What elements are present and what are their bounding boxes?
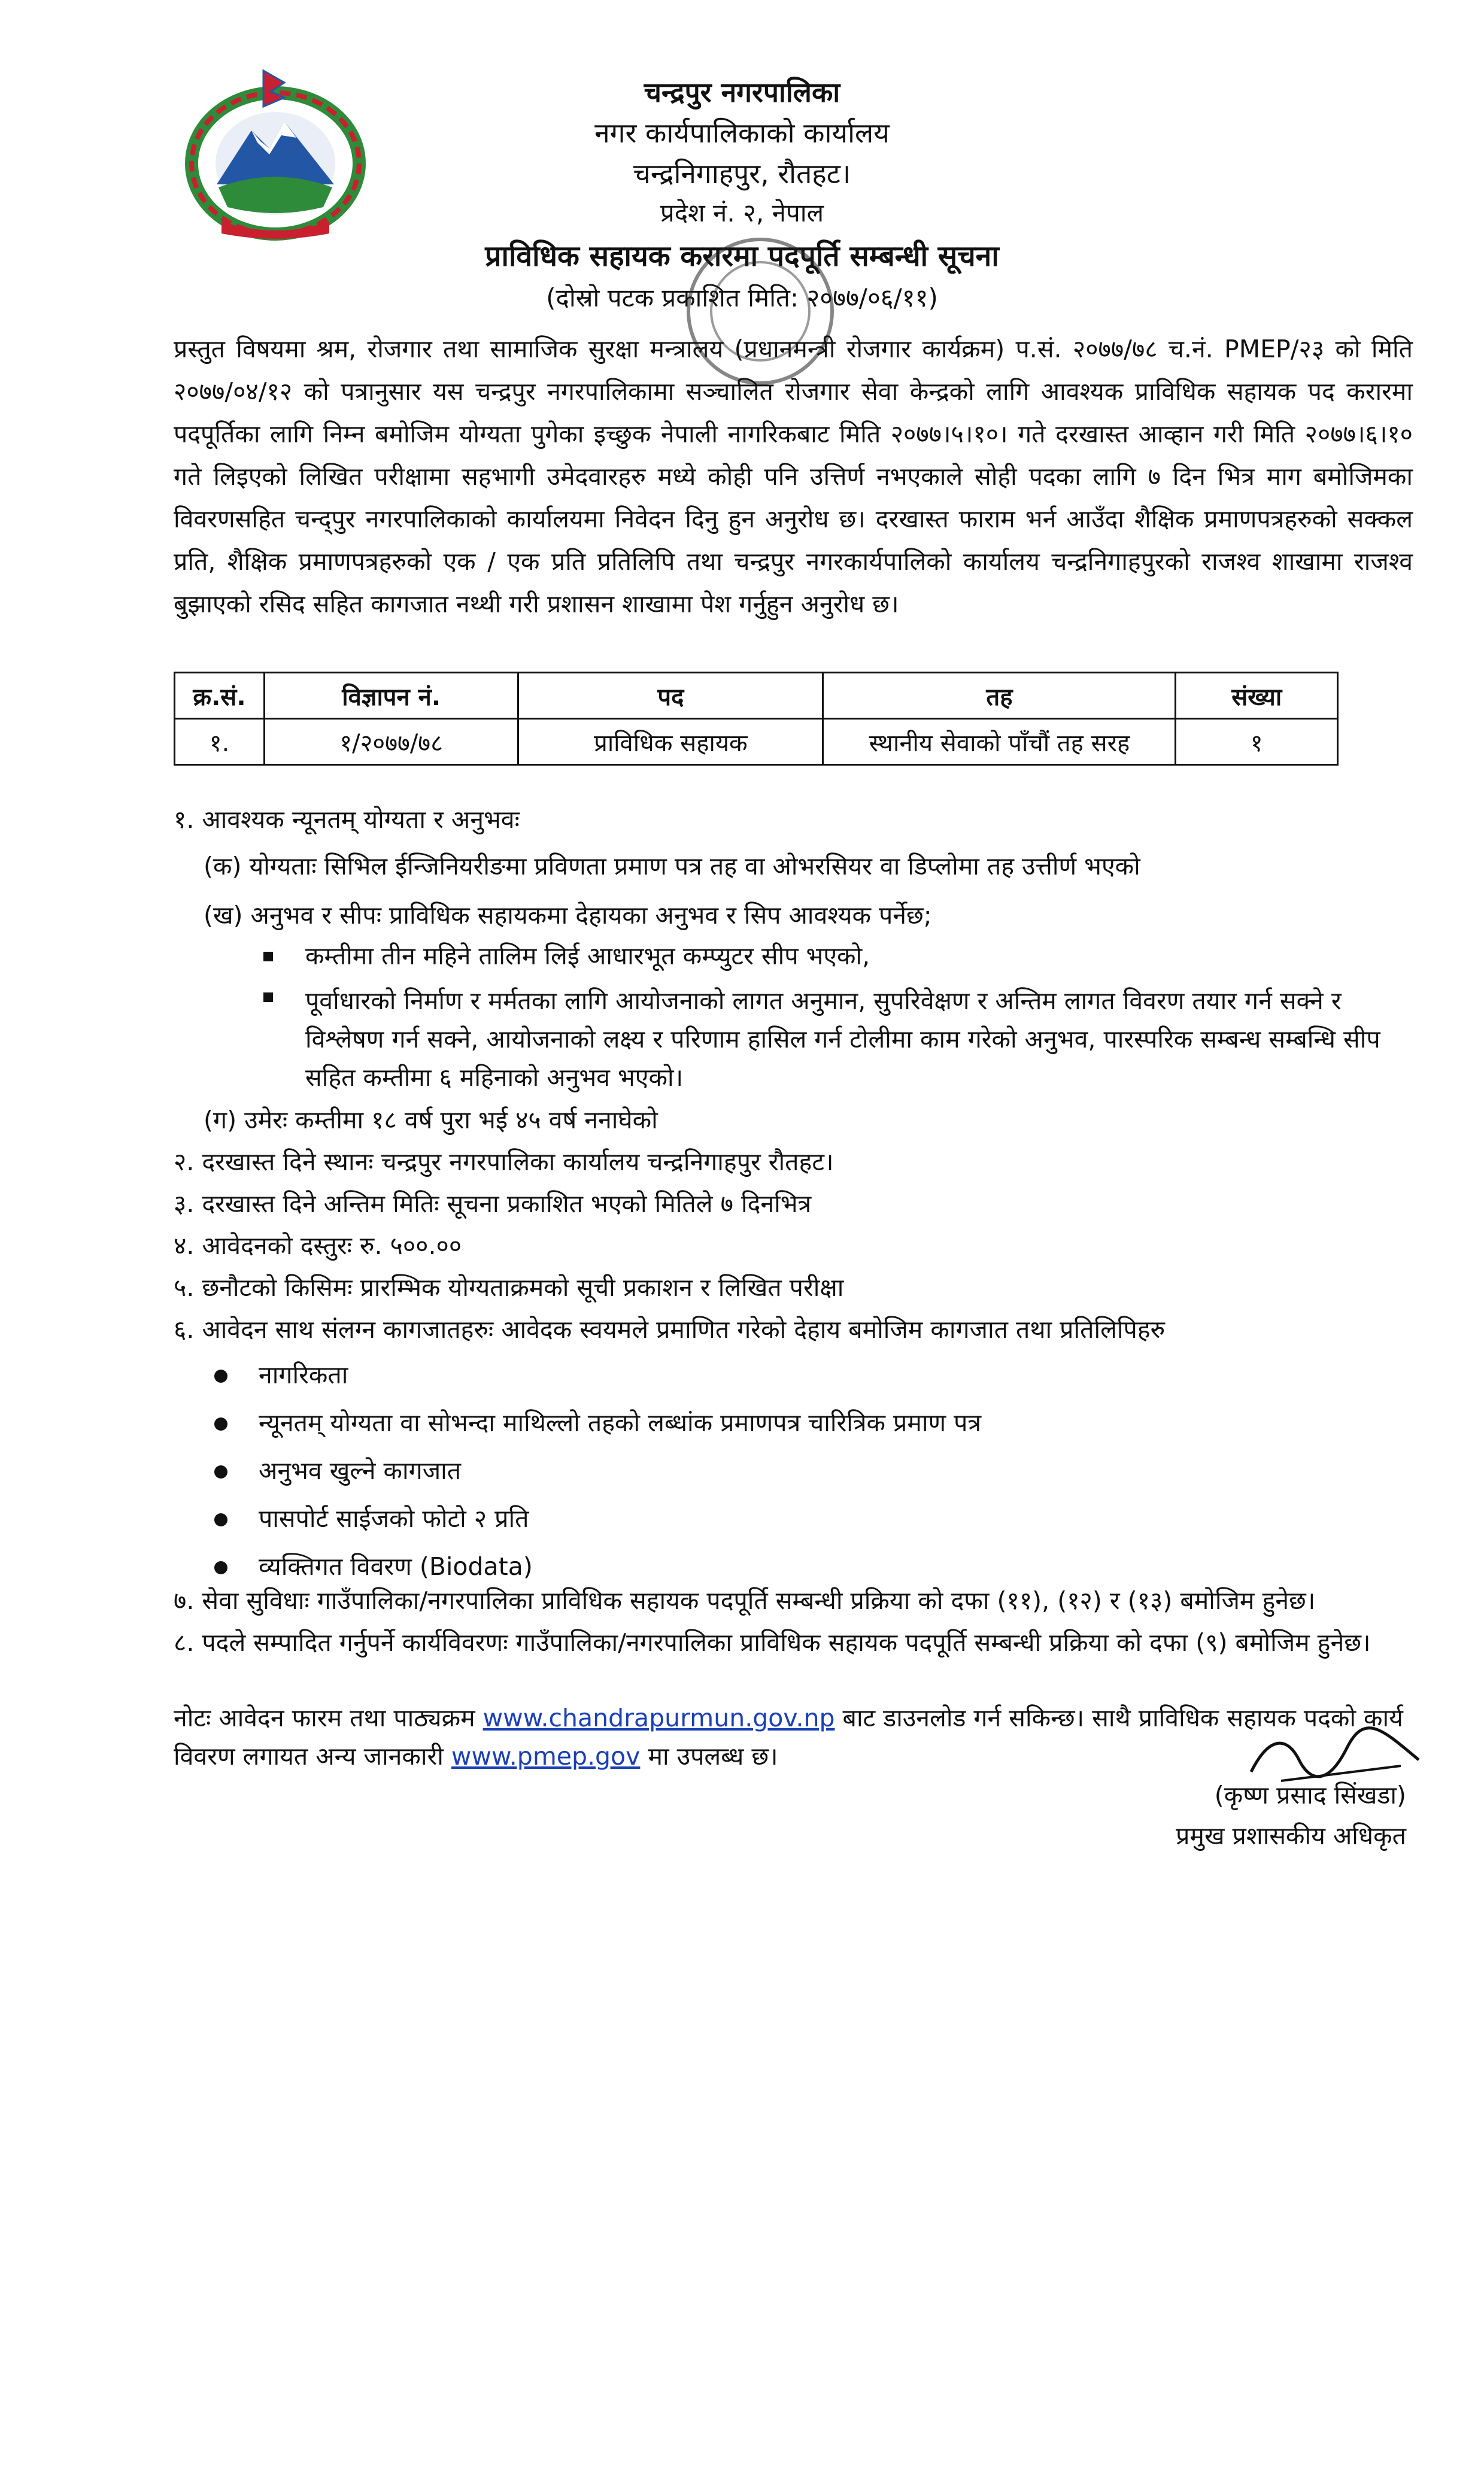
note-suffix: मा उपलब्ध छ। xyxy=(648,1742,778,1771)
point-fee: ४. आवेदनको दस्तुरः रु. ५००.०० xyxy=(174,1231,462,1260)
cell-post: प्राविधिक सहायक xyxy=(518,719,823,765)
point-application-place: २. दरखास्त दिने स्थानः चन्द्रपुर नगरपालिका कार्यालय चन्द्रनिगाहपुर रौतहट। xyxy=(174,1148,834,1176)
table-header-row xyxy=(175,673,1338,719)
municipality-name: चन्द्रपुर नगरपालिका xyxy=(644,76,840,108)
skill-item: कम्तीमा तीन महिने तालिम लिई आधारभूत कम्प्युटर सीप भएको, xyxy=(305,942,870,970)
document-item: न्यूनतम् योग्यता वा सोभन्दा माथिल्लो तहको लब्धांक प्रमाणपत्र चारित्रिक प्रमाण पत्र xyxy=(259,1408,982,1437)
document-item: अनुभव खुल्ने कागजात xyxy=(259,1456,462,1485)
point-job-description: ८. पदले सम्पादित गर्नुपर्ने कार्यविवरणः गाउँपालिका/नगरपालिका प्राविधिक सहायक पदपूर्ति सम्बन्धी प्रक्रिया को दफा (९) बमोजिम हुनेछ। xyxy=(174,1628,1371,1657)
municipality-website-link[interactable]: www.chandrapurmun.gov.np xyxy=(482,1704,835,1732)
province-line: प्रदेश नं. २, नेपाल xyxy=(660,198,824,227)
signatory-name: (कृष्ण प्रसाद सिंखडा) xyxy=(1214,1781,1406,1810)
cell-advert-no: १/२०७७/७८ xyxy=(264,719,518,765)
round-bullet-icon xyxy=(214,1561,227,1574)
cell-serial: १. xyxy=(175,719,265,765)
notice-intro-paragraph: प्रस्तुत विषयमा श्रम, रोजगार तथा सामाजिक सुरक्षा मन्त्रालय (प्रधानमन्त्री रोजगार कार्यक्रम) प.सं. २०७७/७८ च.नं. PMEP/२३ को मिति २०७७/०४/१२ को पत्रानुसार यस चन्द्रपुर नगरपालिकामा सञ्चालित रोजगार सेवा केन्द्रको लागि आवश्यक प्राविधिक सहायक पद करारमा पदपूर्तिका लागि निम्न बमोजिम योग्यता पुगेका इच्छुक नेपाली नागरिकबाट मिति २०७७।५।१०। गते दरखास्त आव्हान गरी मिति २०७७।६।१० गते लिइएको लिखित परीक्षामा सहभागी उमेदवारहरु मध्ये कोही पनि उत्तिर्ण नभएकाले सोही पदका लागि ७ दिन भित्र माग बमोजिमका विवरणसहित चन्द्पुर नगरपालिकाको कार्यालयमा निवेदन दिनु हुन अनुरोध छ। दरखास्त फाराम भर्न आउँदा शैक्षिक प्रमाणपत्रहरुको सक्कल प्रति, शैक्षिक प्रमाणपत्रहरुको एक / एक प्रति प्रतिलिपि तथा चन्द्रपुर नगरकार्यपालिको कार्यालय चन्द्रनिगाहपुरको राजश्व शाखामा राजश्व बुझाएको रसिद सहित कागजात नथ्थी गरी प्रशासन शाखामा पेश गर्नुहुन अनुरोध छ। xyxy=(174,335,1413,618)
age-line: (ग) उमेरः कम्तीमा १८ वर्ष पुरा भई ४५ वर्ष ननाघेको xyxy=(204,1106,658,1134)
signatory-designation: प्रमुख प्रशासकीय अधिकृत xyxy=(1176,1822,1406,1850)
office-name: नगर कार्यपालिकाको कार्यालय xyxy=(594,117,890,149)
notice-title: प्राविधिक सहायक करारमा पदपूर्ति सम्बन्धी सूचना xyxy=(485,239,999,273)
note-prefix: नोटः आवेदन फारम तथा पाठ्यक्रम xyxy=(174,1704,475,1732)
requirements-heading: १. आवश्यक न्यूनतम् योग्यता र अनुभवः xyxy=(174,805,520,834)
download-note xyxy=(174,1699,1413,1775)
experience-line: (ख) अनुभव र सीपः प्राविधिक सहायकमा देहायका अनुभव र सिप आवश्यक पर्नेछ; xyxy=(204,901,932,930)
pmep-website-link[interactable]: www.pmep.gov xyxy=(451,1742,641,1771)
round-bullet-icon xyxy=(214,1465,227,1479)
point-selection: ५. छनौटको किसिमः प्रारम्भिक योग्यताक्रमको सूची प्रकाशन र लिखित परीक्षा xyxy=(174,1273,844,1302)
qualification-line: (क) योग्यताः सिभिल ईन्जिनियरीङमा प्रविणता प्रमाण पत्र तह वा ओभरसियर वा डिप्लोमा तह उत्तीर्ण भएको xyxy=(204,852,1140,881)
cell-count: १ xyxy=(1176,719,1338,765)
round-bullet-icon xyxy=(214,1513,227,1526)
document-item: नागरिकता xyxy=(259,1361,348,1389)
document-item: पासपोर्ट साईजको फोटो २ प्रति xyxy=(259,1504,529,1533)
header-serial: क्र.सं. xyxy=(175,673,265,719)
skill-item: पूर्वाधारको निर्माण र मर्मतका लागि आयोजनाको लागत अनुमान, सुपरिवेक्षण र अन्तिम लागत विवरण तयार गर्न सक्ने र विश्लेषण गर्न सक्ने, आयोजनाको लक्ष्य र परिणाम हासिल गर्न टोलीमा काम गरेको अनुभव, पारस्परिक सम्बन्ध सम्बन्धि सीप सहित कम्तीमा ६ महिनाको अनुभव भएको। xyxy=(305,986,1380,1092)
point-documents: ६. आवेदन साथ संलग्न कागजातहरुः आवेदक स्वयमले प्रमाणित गरेको देहाय बमोजिम कागजात तथा प्रतिलिपिहरु xyxy=(174,1315,1166,1344)
table-row xyxy=(175,719,1338,765)
header-count: संख्या xyxy=(1176,673,1338,719)
note-middle: बाट डाउनलोड गर्न सकिन्छ। साथै प्राविधिक सहायक पदको कार्य विवरण लगायत अन्य जानकारी xyxy=(174,1704,1403,1771)
notice-subtitle: (दोस्रो पटक प्रकाशित मिति: २०७७/०६/११) xyxy=(546,283,938,312)
point-last-date: ३. दरखास्त दिने अन्तिम मितिः सूचना प्रकाशित भएको मितिले ७ दिनभित्र xyxy=(174,1189,812,1218)
document-item: व्यक्तिगत विवरण (Biodata) xyxy=(259,1552,533,1581)
office-address: चन्द्रनिगाहपुर, रौतहट। xyxy=(633,157,851,190)
round-bullet-icon xyxy=(214,1417,227,1431)
round-bullet-icon xyxy=(214,1370,227,1383)
vacancy-table xyxy=(174,672,1339,766)
cell-level: स्थानीय सेवाको पाँचौं तह सरह xyxy=(823,719,1176,765)
point-service-facility: ७. सेवा सुविधाः गाउँपालिका/नगरपालिका प्राविधिक सहायक पदपूर्ति सम्बन्धी प्रक्रिया को दफा (११), (१२) र (१३) बमोजिम हुनेछ। xyxy=(174,1586,1316,1615)
header-post: पद xyxy=(518,673,823,719)
header-level: तह xyxy=(823,673,1176,719)
header-advert-no: विज्ञापन नं. xyxy=(264,673,518,719)
square-bullet-icon xyxy=(263,992,273,1002)
square-bullet-icon xyxy=(263,952,273,961)
